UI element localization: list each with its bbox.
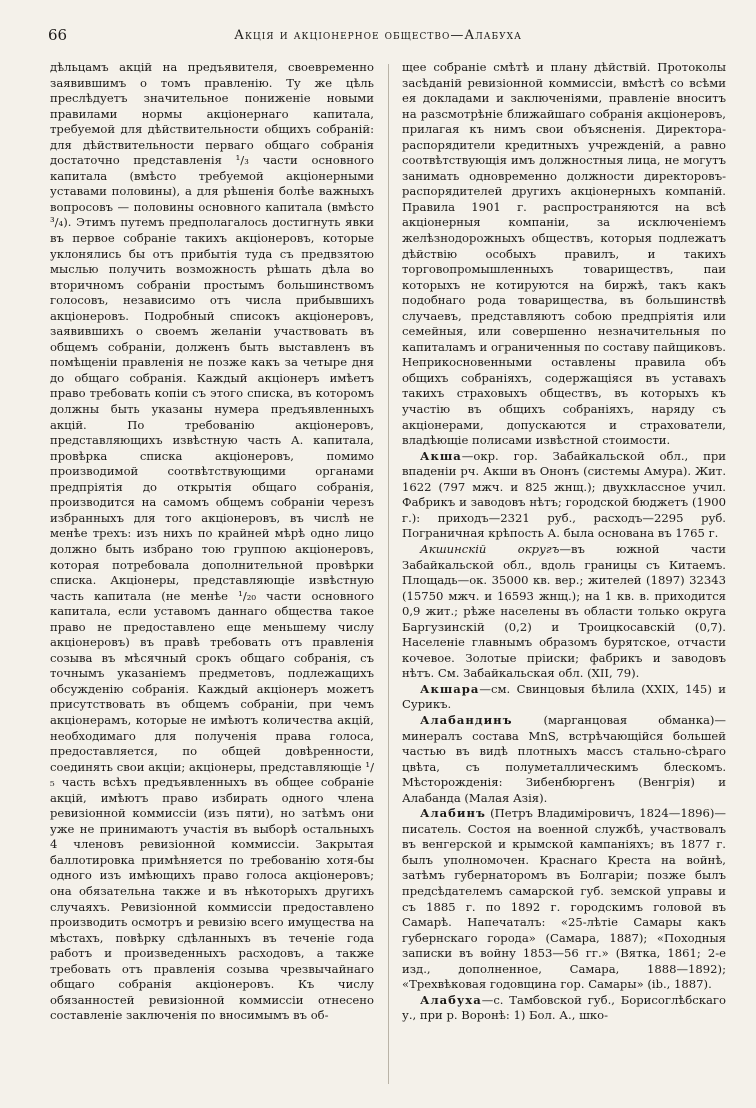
headword: Акшара xyxy=(420,681,480,696)
entry-akshinsky-okrug: Акшинскій округъ—въ южной части Забайкальской обл., вдоль границы съ Китаемъ. Площадь—ок. 35000 кв. вер.; жителей (1897) 32343 (15750 мжч. и 16593 жнщ.); на 1 кв. в. приходится 0,9 жит.; рѣже населены въ области только округа Баргузинскій (0,2) и Троицкосавскій (0,7). Населеніе главнымъ образомъ бурятское, отчасти кочевое. Золотые пріиски; фабрикъ и заводовъ нѣтъ. См. Забайкальская обл. (XII, 79). xyxy=(402,541,726,681)
headword: Алабуха xyxy=(420,992,482,1007)
headword: Алабандинъ xyxy=(420,712,513,727)
headword: Акшинскій округъ xyxy=(420,541,560,556)
entry-alabin: Алабинъ (Петръ Владиміровичъ, 1824—1896)—писатель. Состоя на военной службѣ, участвовалъ въ венгерской и крымской кампаніяхъ; въ 1877 г. былъ уполномочен. Краснаго Креста на войнѣ, затѣмъ губернаторомъ въ Болгаріи; позже былъ предсѣдателемъ самарской губ. земской управы и съ 1885 г. по 1892 г. городскимъ головой въ Самарѣ. Напечаталъ: «25-лѣтіе Самары какъ губернскаго города» (Самара, 1887); «Походныя записки въ войну 1853—56 гг.» (Вятка, 1861; 2-е изд., дополненное, Самара, 1888—1892); «Трехвѣковая годовщина гор. Самары» (ib., 1887). xyxy=(402,806,726,992)
running-title: Акція и акціонерное общество—Алабуха xyxy=(234,28,522,43)
headword: Акша xyxy=(420,448,462,463)
entry-alabukha: Алабуха—с. Тамбовской губ., Борисоглѣбскаго у., при р. Воронѣ: 1) Бол. А., шко- xyxy=(402,992,726,1023)
right-column xyxy=(402,60,726,1024)
paragraph: дѣльцамъ акцій на предъявителя, своевременно заявившимъ о томъ правленію. Ту же цѣль преслѣдуетъ значительное пониженіе новыми правилами нормы акціонернаго капитала, требуемой для дѣйствительности общихъ собраній: для дѣйствительности перваго общаго собранія достаточно представленія ¹/₃ части основного капитала (вмѣсто требуемой акціонерными уставами половины), а для рѣшенія болѣе важныхъ вопросовъ — половины основного капитала (вмѣсто ³/₄). Этимъ путемъ предполагалось достигнуть явки въ первое собраніе такихъ акціонеровъ, которые уклонялись бы отъ прибытія туда съ предвзятою мыслью получить возможность рѣшать дѣла во вторичномъ собраніи простымъ большинствомъ голосовъ, независимо отъ числа прибывшихъ акціонеровъ. Подробный списокъ акціонеровъ, заявившихъ о своемъ желаніи участвовать въ общемъ собраніи, долженъ быть выставленъ въ помѣщеніи правленія не позже какъ за четыре дня до общаго собранія. Каждый акціонеръ имѣетъ право требовать копіи съ этого списка, въ которомъ должны быть указаны нумера предъявленныхъ акцій. По требованію акціонеровъ, представляющихъ извѣстную часть А. капитала, провѣрка списка акціонеровъ, помимо производимой соотвѣтствующими органами предпріятія до открытія общаго собранія, производится на самомъ общемъ собраніи черезъ избранныхъ для того акціонеровъ, въ числѣ не менѣе трехъ: изъ нихъ по крайней мѣрѣ одно лицо должно быть избрано тою группою акціонеровъ, которая потребовала дополнительной провѣрки списка. Акціонеры, представляющіе извѣстную часть капитала (не менѣе ¹/₂₀ части основного капитала, если уставомъ даннаго общества такое право не предоставлено еще меньшему числу акціонеровъ) въ правѣ требовать отъ правленія созыва въ мѣсячный срокъ общаго собранія, съ точнымъ указаніемъ предметовъ, подлежащихъ обсужденію собранія. Каждый акціонеръ можетъ присутствовать въ общемъ собраніи, при чемъ акціонерамъ, которые не имѣютъ количества акцій, необходимаго для полученія права голоса, предоставляется, по общей довѣренности, соединять свои акціи; акціонеры, представляющіе ¹/₅ часть всѣхъ предъявленныхъ въ общее собраніе акцій, имѣютъ право избирать одного члена ревизіонной коммиссіи (изъ пяти), но затѣмъ они уже не принимаютъ участія въ выборѣ остальныхъ 4 членовъ ревизіонной коммиссіи. Закрытая баллотировка примѣняется по требованію хотя-бы одного изъ имѣющихъ право голоса акціонеровъ; она обязательна также и въ нѣкоторыхъ другихъ случаяхъ. Ревизіонной коммиссіи предоставлено производить осмотръ и ревизію всего имущества на мѣстахъ, повѣрку сдѣланныхъ въ теченіе года работъ и произведенныхъ расходовъ, а также требовать отъ правленія созыва чрезвычайнаго общаго собранія акціонеровъ. Къ числу обязанностей ревизіонной коммиссіи отнесено составленіе заключенія по вносимымъ въ об- xyxy=(50,60,374,1023)
page-number: 66 xyxy=(48,26,68,44)
left-column xyxy=(50,60,374,1024)
page-header xyxy=(0,0,756,60)
column-divider xyxy=(388,64,389,1084)
entry-alabandin: Алабандинъ (марганцовая обманка)—минералъ состава MnS, встрѣчающійся большей частью въ видѣ плотныхъ массъ стально-сѣраго цвѣта, съ полуметаллическимъ блескомъ. Мѣсторожденія: Зибенбюргенъ (Венгрія) и Алабанда (Малая Азія). xyxy=(402,712,726,805)
entry-akshara: Акшара—см. Свинцовыя бѣлила (XXIX, 145) и Сурикъ. xyxy=(402,681,726,712)
headword: Алабинъ xyxy=(420,806,486,821)
paragraph: щее собраніе смѣтѣ и плану дѣйствій. Протоколы засѣданій ревизіонной коммиссіи, вмѣстѣ со всѣми ея докладами и заключеніями, правленіе вноситъ на разсмотрѣніе ближайшаго собранія акціонеровъ, прилагая къ нимъ свои объясненія. Директора-распорядители кредитныхъ учрежденій, а равно соотвѣтствующія имъ должностныя лица, не могутъ занимать одновременно должности директоровъ-распорядителей другихъ акціонерныхъ компаній. Правила 1901 г. распространяются на всѣ акціонерныя компаніи, за исключеніемъ желѣзнодорожныхъ обществъ, которыя подлежатъ дѣйствію особыхъ правилъ, и такихъ торговопромышленныхъ товариществъ, паи которыхъ не котируются на биржѣ, такъ какъ подобнаго рода товарищества, въ большинствѣ случаевъ, представляютъ собою предпріятія или семейныя, или совершенно незначительныя по капиталамъ и ограниченныя по составу пайщиковъ. Неприкосновенными оставлены правила объ общихъ собраніяхъ, содержащіяся въ уставахъ такихъ страховыхъ обществъ, въ которыхъ къ участію въ общихъ собраніяхъ, наряду съ акціонерами, допускаются и страхователи, владѣющіе полисами извѣстной стоимости. xyxy=(402,60,726,448)
entry-aksha: Акша—окр. гор. Забайкальской обл., при впаденіи рч. Акши въ Ононъ (системы Амура). Жит. 1622 (797 мжч. и 825 жнщ.); двухклассное учил. Фабрикъ и заводовъ нѣтъ; городской бюджетъ (1900 г.): приходъ—2321 руб., расходъ—2295 руб. Пограничная крѣпость А. была основана въ 1765 г. xyxy=(402,448,726,541)
